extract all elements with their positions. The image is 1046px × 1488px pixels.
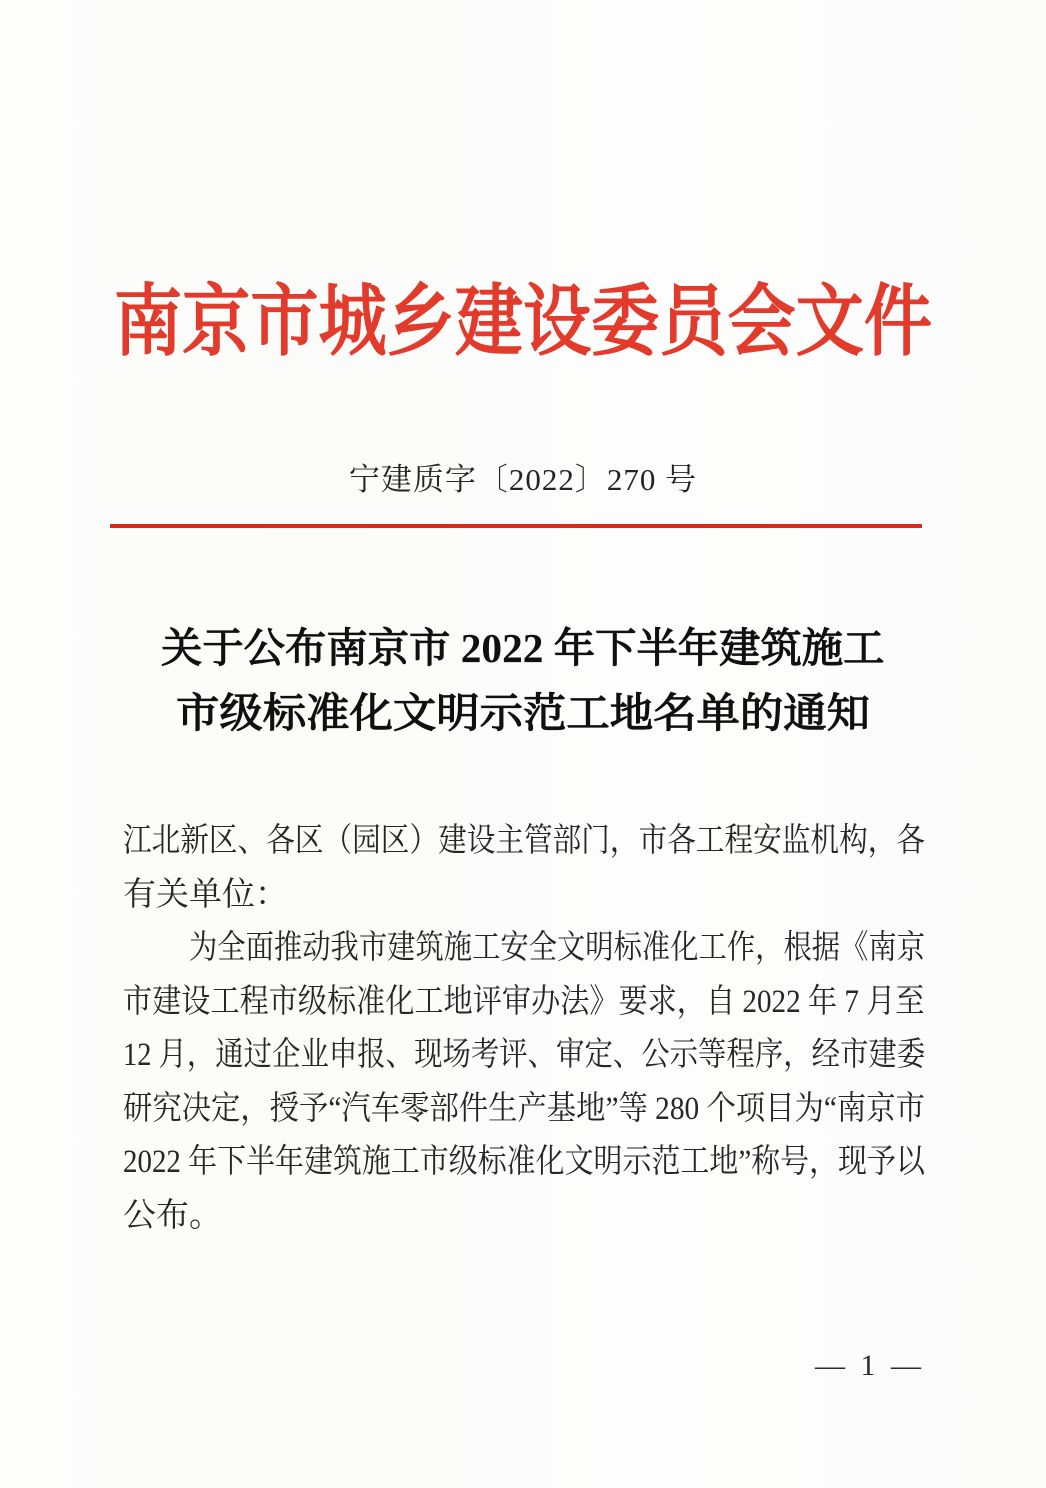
body-line [123, 1136, 925, 1190]
body-line-text: 市建设工程市级标准化工地评审办法》要求，自 2022 年 7 月至 [123, 983, 925, 1020]
notice-title-line-2-text: 市级标准化文明示范工地名单的通知 [176, 690, 871, 736]
letterhead-org-title [0, 270, 1046, 374]
body-line [123, 1190, 925, 1244]
body-line-text: 2022 年下半年建筑施工市级标准化文明示范工地”称号，现予以 [123, 1144, 925, 1180]
body-line [123, 922, 925, 976]
body-line-text: 公布。 [123, 1197, 222, 1234]
body-line [123, 1083, 925, 1137]
body-line-text: 江北新区、各区（园区）建设主管部门，市各工程安监机构，各 [123, 823, 925, 859]
body-line [123, 869, 925, 923]
body-line-text: 有关单位： [123, 876, 288, 913]
notice-title [0, 616, 1046, 746]
notice-title-line-2 [0, 681, 1046, 746]
body-line [123, 1029, 925, 1083]
notice-body [123, 815, 925, 1243]
notice-title-line-1 [0, 616, 1046, 681]
body-line-text: 12 月，通过企业申报、现场考评、审定、公示等程序，经市建委 [123, 1037, 926, 1073]
body-line-text: 研究决定，授予“汽车零部件生产基地”等 280 个项目为“南京市 [123, 1090, 925, 1127]
body-line-text: 为全面推动我市建筑施工安全文明标准化工作，根据《南京 [189, 930, 925, 966]
notice-title-line-1-text: 关于公布南京市 2022 年下半年建筑施工 [161, 625, 885, 671]
body-line [123, 976, 925, 1030]
body-line [123, 815, 925, 869]
letterhead-org-title-text: 南京市城乡建设委员会文件 [113, 278, 932, 365]
page-number: — 1 — [815, 1349, 925, 1382]
document-number: 宁建质字〔2022〕270 号 [348, 462, 698, 497]
red-divider-line [110, 524, 922, 528]
